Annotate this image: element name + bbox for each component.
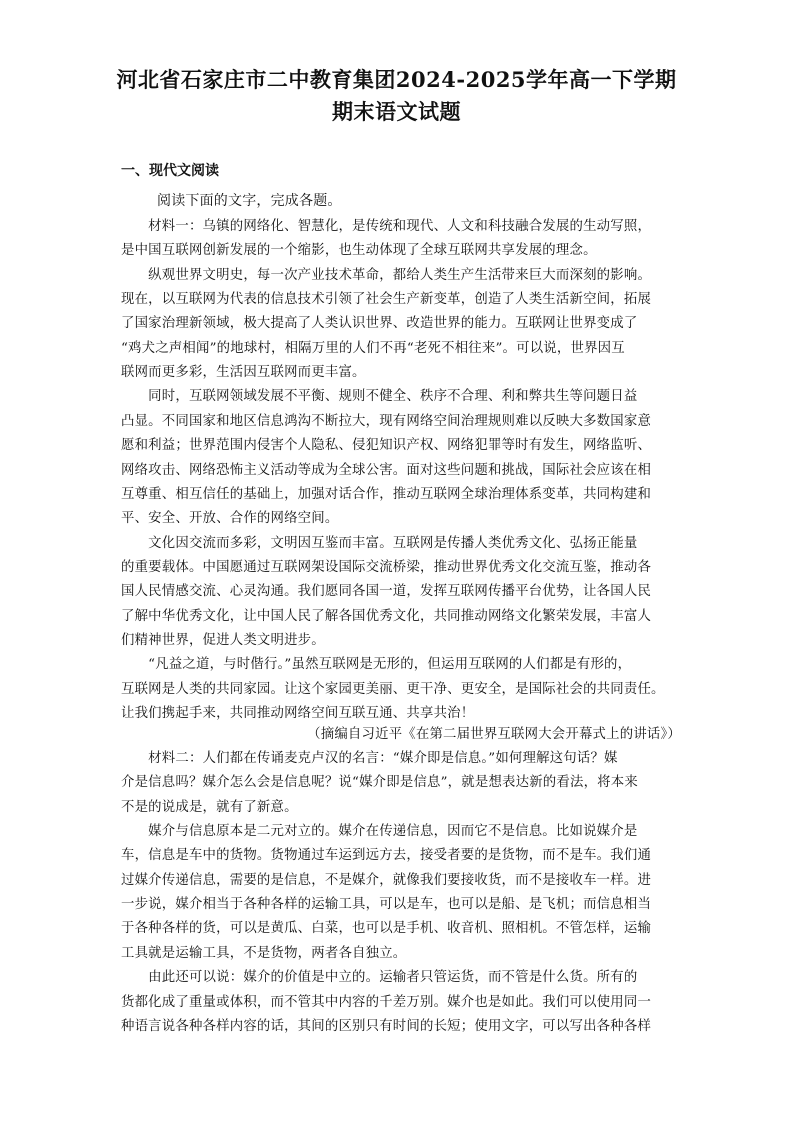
text-line: “凡益之道，与时偕行。”虽然互联网是无形的，但运用互联网的人们都是有形的， [121, 657, 632, 673]
text-line: 过媒介传递信息，需要的是信息，不是媒介，就像我们要接收货，而不是接收车一样。进 [121, 872, 652, 888]
text-line: 网络攻击、网络恐怖主义活动等成为全球公害。面对这些问题和挑战，国际社会应该在相 [121, 462, 652, 478]
text-line: 文化因交流而多彩，文明因互鉴而丰富。互联网是传播人类优秀文化、弘扬正能量 [121, 535, 638, 551]
text-line: 货都化成了重量或体积，而不管其中内容的千差万别。媒介也是如此。我们可以使用同一 [121, 994, 652, 1010]
text-line: 同时，互联网领域发展不平衡、规则不健全、秩序不合理、利和弊共生等问题日益 [121, 389, 638, 405]
text-line: 种语言说各种各样内容的话，其间的区别只有时间的长短；使用文字，可以写出各种各样 [121, 1018, 652, 1034]
text-line: 工具就是运输工具，不是货物，两者各自独立。 [121, 945, 407, 961]
instruction-text: 阅读下面的文字，完成各题。 [157, 193, 342, 209]
text-line: 于各种各样的货，可以是黄瓜、白菜，也可以是手机、收音机、照相机。不管怎样，运输 [121, 921, 652, 937]
text-line: 的重要载体。中国愿通过互联网架设国际交流桥梁，推动世界优秀文化交流互鉴，推动各 [121, 559, 652, 575]
text-line: 国人民情感交流、心灵沟通。我们愿同各国一道，发挥互联网传播平台优势，让各国人民 [121, 584, 652, 600]
text-line: 由此还可以说：媒介的价值是中立的。运输者只管运货，而不管是什么货。所有的 [121, 970, 638, 986]
text-line: 了解中华优秀文化，让中国人民了解各国优秀文化，共同推动网络文化繁荣发展，丰富人 [121, 608, 652, 624]
text-line: 材料二：人们都在传诵麦克卢汉的名言：“媒介即是信息。”如何理解这句话？媒 [121, 751, 618, 766]
text-line: 们精神世界，促进人类文明进步。 [121, 632, 325, 648]
citation: （摘编自习近平《在第二届世界互联网大会开幕式上的讲话》） [307, 727, 681, 742]
document-title-line2: 期末语文试题 [332, 99, 461, 124]
text-line: 凸显。不同国家和地区信息鸿沟不断拉大，现有网络空间治理规则难以反映大多数国家意 [121, 413, 652, 429]
text-line: “鸡犬之声相闻”的地球村，相隔万里的人们不再“老死不相往来”。可以说，世界因互 [121, 340, 625, 356]
text-line: 互尊重、相互信任的基础上，加强对话合作，推动互联网全球治理体系变革，共同构建和 [121, 486, 652, 502]
text-line: 让我们携起手来，共同推动网络空间互联互通、共享共治！ [121, 706, 475, 721]
text-line: 纵观世界文明史，每一次产业技术革命，都给人类生产生活带来巨大而深刻的影响。 [121, 267, 652, 283]
text-line: 现在，以互联网为代表的信息技术引领了社会生产新变革，创造了人类生活新空间，拓展 [121, 292, 652, 308]
document-title-line1: 河北省石家庄市二中教育集团2024-2025学年高一下学期 [116, 67, 677, 92]
text-line: 媒介与信息原本是二元对立的。媒介在传递信息，因而它不是信息。比如说媒介是 [121, 824, 638, 840]
text-line: 了国家治理新领域，极大提高了人类认识世界、改造世界的能力。互联网让世界变成了 [121, 316, 638, 332]
text-line: 平、安全、开放、合作的网络空间。 [121, 511, 339, 527]
text-line: 不是的说成是，就有了新意。 [121, 799, 298, 815]
section-heading: 一、现代文阅读 [121, 163, 219, 179]
text-line: 介是信息吗？媒介怎么会是信息呢？说“媒介即是信息”，就是想表达新的看法，将本来 [121, 775, 638, 791]
text-line: 愿和利益；世界范围内侵害个人隐私、侵犯知识产权、网络犯罪等时有发生，网络监听、 [121, 438, 652, 454]
text-line: 车，信息是车中的货物。货物通过车运到远方去，接受者要的是货物，而不是车。我们通 [121, 848, 652, 864]
text-line: 是中国互联网创新发展的一个缩影，也生动体现了全球互联网共享发展的理念。 [121, 243, 597, 259]
text-line: 联网而更多彩，生活因互联网而更丰富。 [121, 365, 366, 381]
text-line: 互联网是人类的共同家园。让这个家园更美丽、更干净、更安全，是国际社会的共同责任。 [121, 681, 665, 697]
text-line: 一步说，媒介相当于各种各样的运输工具，可以是车，也可以是船、是飞机；而信息相当 [121, 897, 652, 913]
text-line: 材料一：乌镇的网络化、智慧化，是传统和现代、人文和科技融合发展的生动写照， [121, 219, 652, 234]
